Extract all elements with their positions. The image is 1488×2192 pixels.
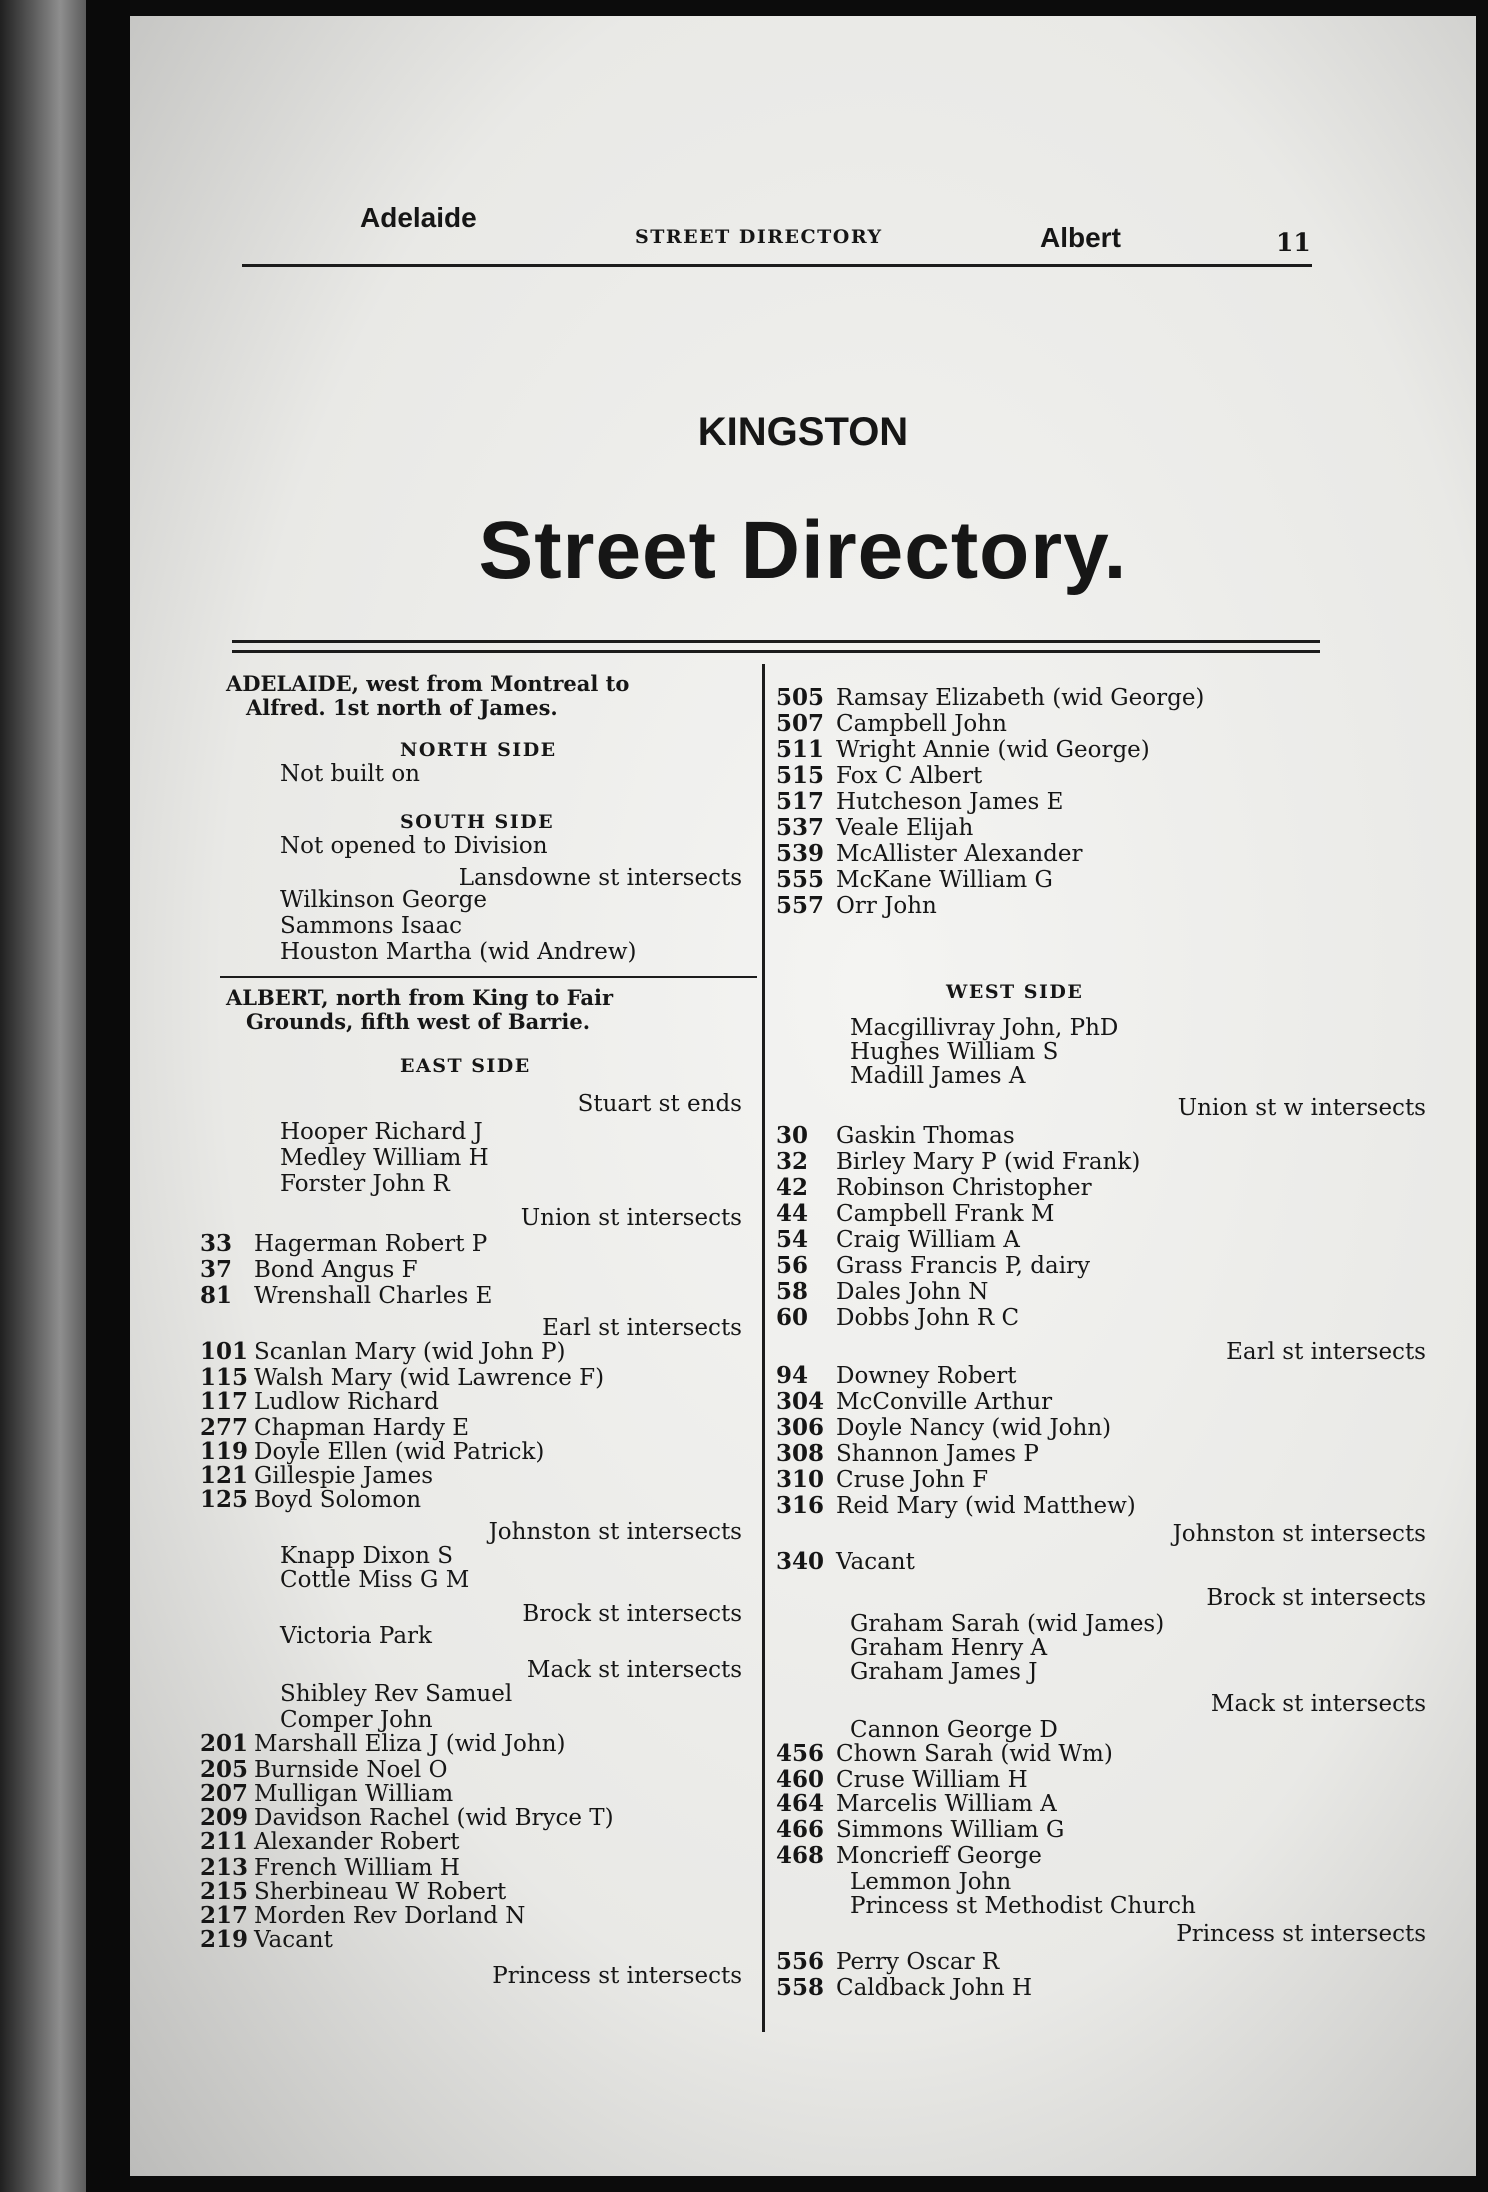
street-heading: ALBERT, north from King to Fair	[226, 985, 614, 1010]
house-number: 209	[200, 1804, 249, 1831]
directory-entry	[776, 1252, 1090, 1280]
street-heading: ADELAIDE, west from Montreal to	[226, 671, 630, 696]
house-number: 201	[200, 1730, 249, 1757]
resident-name: Dobbs John R C	[836, 1305, 1020, 1331]
resident-name: Princess st Methodist Church	[850, 1893, 1196, 1919]
house-number: 308	[776, 1440, 825, 1467]
side-heading: SOUTH SIDE	[400, 811, 555, 833]
house-number: 507	[776, 710, 825, 737]
house-number: 556	[776, 1948, 825, 1975]
house-number: 464	[776, 1790, 825, 1817]
side-heading: WEST SIDE	[946, 981, 1084, 1003]
house-number: 211	[200, 1828, 249, 1855]
house-number: 511	[776, 736, 825, 763]
street-heading: Grounds, fifth west of Barrie.	[246, 1009, 591, 1034]
resident-name: Boyd Solomon	[254, 1487, 422, 1513]
house-number: 316	[776, 1492, 825, 1519]
directory-entry	[776, 788, 1063, 816]
house-number: 456	[776, 1740, 825, 1767]
house-number: 460	[776, 1766, 825, 1793]
directory-entry	[776, 1200, 1054, 1228]
title-double-rule-top	[232, 640, 1320, 643]
resident-name: Veale Elijah	[836, 815, 974, 841]
directory-entry	[776, 1174, 1092, 1202]
resident-name: Graham Sarah (wid James)	[850, 1611, 1165, 1637]
house-number: 517	[776, 788, 825, 815]
resident-name: Simmons William G	[836, 1817, 1065, 1843]
house-number: 537	[776, 814, 825, 841]
house-number: 207	[200, 1780, 249, 1807]
directory-entry	[776, 1148, 1140, 1176]
resident-name: Campbell Frank M	[836, 1201, 1055, 1227]
resident-name: Hooper Richard J	[280, 1119, 483, 1145]
resident-name: McConville Arthur	[836, 1389, 1053, 1415]
house-number: 30	[776, 1122, 809, 1149]
resident-name: Wright Annie (wid George)	[836, 737, 1150, 763]
city-heading: KINGSTON	[697, 410, 909, 454]
house-number: 121	[200, 1462, 249, 1489]
intersection-note: Mack st intersects	[1210, 1691, 1426, 1717]
directory-entry	[776, 1414, 1111, 1442]
house-number: 56	[776, 1252, 809, 1279]
directory-entry	[776, 1226, 1020, 1254]
house-number: 219	[200, 1926, 249, 1953]
house-number: 340	[776, 1548, 825, 1575]
title-double-rule-bottom	[232, 650, 1320, 653]
directory-entry	[776, 684, 1204, 712]
directory-entry	[776, 1278, 988, 1306]
directory-entry	[776, 840, 1082, 868]
resident-name: Vacant	[254, 1927, 333, 1953]
house-number: 125	[200, 1486, 249, 1513]
directory-entry	[280, 886, 487, 914]
resident-name: Doyle Nancy (wid John)	[836, 1415, 1112, 1441]
header-rule	[242, 264, 1312, 267]
house-number: 310	[776, 1466, 825, 1493]
resident-name: Not built on	[280, 761, 420, 787]
page-number: 11	[1276, 228, 1311, 257]
running-head-left: Adelaide	[360, 202, 477, 233]
resident-name: French William H	[254, 1855, 460, 1881]
directory-entry	[200, 1282, 492, 1310]
house-number: 557	[776, 892, 825, 919]
directory-entry	[776, 1790, 1057, 1818]
directory-entry	[850, 1892, 1196, 1920]
resident-name: Hughes William S	[850, 1039, 1059, 1065]
house-number: 101	[200, 1338, 249, 1365]
resident-name: Vacant	[836, 1549, 915, 1575]
resident-name: Chapman Hardy E	[254, 1415, 470, 1441]
directory-entry	[776, 762, 982, 790]
intersection-note: Princess st intersects	[1176, 1921, 1426, 1947]
resident-name: Cruse John F	[836, 1467, 989, 1493]
house-number: 277	[200, 1414, 249, 1441]
directory-entry	[280, 938, 637, 966]
directory-entry	[776, 1548, 915, 1576]
resident-name: Cruse William H	[836, 1767, 1028, 1793]
house-number: 213	[200, 1854, 249, 1881]
directory-entry	[280, 1566, 469, 1594]
directory-entry	[776, 1304, 1019, 1332]
directory-entry	[850, 1658, 1037, 1686]
resident-name: McAllister Alexander	[836, 841, 1083, 867]
intersection-note: Union st w intersects	[1177, 1095, 1426, 1121]
house-number: 205	[200, 1756, 249, 1783]
directory-entry	[776, 1388, 1052, 1416]
resident-name: Medley William H	[280, 1145, 489, 1171]
resident-name: Perry Oscar R	[836, 1949, 1000, 1975]
intersection-note: Brock st intersects	[1206, 1585, 1426, 1611]
directory-entry	[776, 1740, 1113, 1768]
directory-entry	[776, 1974, 1032, 2002]
intersection-note: Brock st intersects	[522, 1601, 742, 1627]
resident-name: Craig William A	[836, 1227, 1020, 1253]
resident-name: Hutcheson James E	[836, 789, 1064, 815]
house-number: 117	[200, 1388, 249, 1415]
directory-entry	[200, 1388, 439, 1416]
section-rule	[220, 976, 757, 978]
resident-name: Moncrieff George	[836, 1843, 1042, 1869]
resident-name: Sherbineau W Robert	[254, 1879, 507, 1905]
resident-name: Robinson Christopher	[836, 1175, 1092, 1201]
resident-name: Birley Mary P (wid Frank)	[836, 1149, 1141, 1175]
directory-entry	[776, 1816, 1064, 1844]
resident-name: Wilkinson George	[280, 887, 487, 913]
resident-name: Lemmon John	[850, 1869, 1012, 1895]
resident-name: Fox C Albert	[836, 763, 983, 789]
house-number: 44	[776, 1200, 809, 1227]
directory-entry	[776, 814, 973, 842]
directory-page	[130, 16, 1476, 2176]
house-number: 115	[200, 1364, 249, 1391]
house-number: 54	[776, 1226, 809, 1253]
directory-entry	[776, 866, 1053, 894]
intersection-note: Earl st intersects	[542, 1315, 742, 1341]
binding-shadow	[86, 0, 130, 2192]
intersection-note: Johnston st intersects	[1172, 1521, 1426, 1547]
resident-name: Ramsay Elizabeth (wid George)	[836, 685, 1205, 711]
house-number: 558	[776, 1974, 825, 2001]
side-heading: EAST SIDE	[400, 1055, 531, 1077]
street-heading: Alfred. 1st north of James.	[246, 695, 558, 720]
directory-entry	[280, 912, 462, 940]
resident-name: Doyle Ellen (wid Patrick)	[254, 1439, 545, 1465]
resident-name: Ludlow Richard	[254, 1389, 439, 1415]
resident-name: McKane William G	[836, 867, 1053, 893]
directory-entry	[280, 1118, 483, 1146]
directory-entry	[200, 1486, 421, 1514]
directory-entry	[776, 1440, 1039, 1468]
house-number: 33	[200, 1230, 233, 1257]
house-number: 306	[776, 1414, 825, 1441]
resident-name: Hagerman Robert P	[254, 1231, 488, 1257]
intersection-note: Stuart st ends	[577, 1091, 742, 1117]
house-number: 60	[776, 1304, 809, 1331]
resident-name: Madill James A	[850, 1063, 1026, 1089]
directory-entry	[776, 1122, 1015, 1150]
directory-entry	[200, 1338, 565, 1366]
directory-entry	[776, 1842, 1042, 1870]
directory-entry	[776, 736, 1150, 764]
side-heading: NORTH SIDE	[400, 739, 557, 761]
resident-name: Dales John N	[836, 1279, 989, 1305]
resident-name: Alexander Robert	[254, 1829, 460, 1855]
intersection-note: Union st intersects	[520, 1205, 742, 1231]
resident-name: Grass Francis P, dairy	[836, 1253, 1091, 1279]
house-number: 215	[200, 1878, 249, 1905]
intersection-note: Earl st intersects	[1226, 1339, 1426, 1365]
directory-entry	[200, 1730, 566, 1758]
directory-entry	[280, 1170, 450, 1198]
resident-name: Houston Martha (wid Andrew)	[280, 939, 637, 965]
directory-entry	[776, 1466, 988, 1494]
directory-entry	[776, 1362, 1016, 1390]
resident-name: Bond Angus F	[254, 1257, 418, 1283]
house-number: 32	[776, 1148, 809, 1175]
column-divider	[762, 664, 765, 2032]
running-head-center: STREET DIRECTORY	[635, 226, 883, 248]
resident-name: Marcelis William A	[836, 1791, 1057, 1817]
house-number: 217	[200, 1902, 249, 1929]
resident-name: Shannon James P	[836, 1441, 1039, 1467]
house-number: 42	[776, 1174, 809, 1201]
directory-entry	[200, 1828, 459, 1856]
house-number: 58	[776, 1278, 809, 1305]
intersection-note: Princess st intersects	[492, 1963, 742, 1989]
resident-name: Knapp Dixon S	[280, 1543, 453, 1569]
resident-name: Cottle Miss G M	[280, 1567, 470, 1593]
house-number: 119	[200, 1438, 249, 1465]
resident-name: Marshall Eliza J (wid John)	[254, 1731, 566, 1757]
directory-entry	[200, 1230, 487, 1258]
previous-page-edge	[0, 0, 86, 2192]
resident-name: Cannon George D	[850, 1717, 1058, 1743]
resident-name: Burnside Noel O	[254, 1757, 448, 1783]
house-number: 304	[776, 1388, 825, 1415]
directory-entry	[776, 1948, 999, 1976]
intersection-note: Johnston st intersects	[488, 1519, 742, 1545]
resident-name: Caldback John H	[836, 1975, 1033, 2001]
house-number: 515	[776, 762, 825, 789]
intersection-note: Lansdowne st intersects	[458, 865, 742, 891]
resident-name: Victoria Park	[280, 1623, 432, 1649]
directory-entry	[776, 1492, 1136, 1520]
house-number: 37	[200, 1256, 233, 1283]
house-number: 505	[776, 684, 825, 711]
house-number: 555	[776, 866, 825, 893]
resident-name: Reid Mary (wid Matthew)	[836, 1493, 1136, 1519]
resident-name: Orr John	[836, 893, 937, 919]
resident-name: Scanlan Mary (wid John P)	[254, 1339, 566, 1365]
directory-entry	[850, 1062, 1025, 1090]
resident-name: Graham Henry A	[850, 1635, 1048, 1661]
directory-entry	[280, 832, 548, 860]
resident-name: Downey Robert	[836, 1363, 1017, 1389]
resident-name: Walsh Mary (wid Lawrence F)	[254, 1365, 605, 1391]
house-number: 468	[776, 1842, 825, 1869]
directory-entry	[280, 1622, 432, 1650]
page-title: Street Directory.	[478, 505, 1128, 596]
resident-name: Campbell John	[836, 711, 1007, 737]
intersection-note: Mack st intersects	[526, 1657, 742, 1683]
house-number: 466	[776, 1816, 825, 1843]
resident-name: Sammons Isaac	[280, 913, 463, 939]
resident-name: Not opened to Division	[280, 833, 548, 859]
directory-entry	[776, 710, 1007, 738]
directory-entry	[280, 1144, 489, 1172]
resident-name: Wrenshall Charles E	[254, 1283, 493, 1309]
running-head-right: Albert	[1040, 222, 1121, 253]
resident-name: Comper John	[280, 1707, 433, 1733]
resident-name: Gaskin Thomas	[836, 1123, 1015, 1149]
house-number: 94	[776, 1362, 809, 1389]
directory-entry	[776, 892, 937, 920]
directory-entry	[200, 1926, 333, 1954]
house-number: 81	[200, 1282, 233, 1309]
resident-name: Davidson Rachel (wid Bryce T)	[254, 1805, 614, 1831]
directory-entry	[200, 1256, 418, 1284]
resident-name: Gillespie James	[254, 1463, 434, 1489]
resident-name: Mulligan William	[254, 1781, 454, 1807]
resident-name: Graham James J	[850, 1659, 1038, 1685]
resident-name: Forster John R	[280, 1171, 450, 1197]
resident-name: Morden Rev Dorland N	[254, 1903, 526, 1929]
directory-entry	[280, 1680, 512, 1708]
resident-name: Macgillivray John, PhD	[850, 1015, 1119, 1041]
house-number: 539	[776, 840, 825, 867]
resident-name: Chown Sarah (wid Wm)	[836, 1741, 1113, 1767]
directory-entry	[280, 760, 420, 788]
resident-name: Shibley Rev Samuel	[280, 1681, 513, 1707]
